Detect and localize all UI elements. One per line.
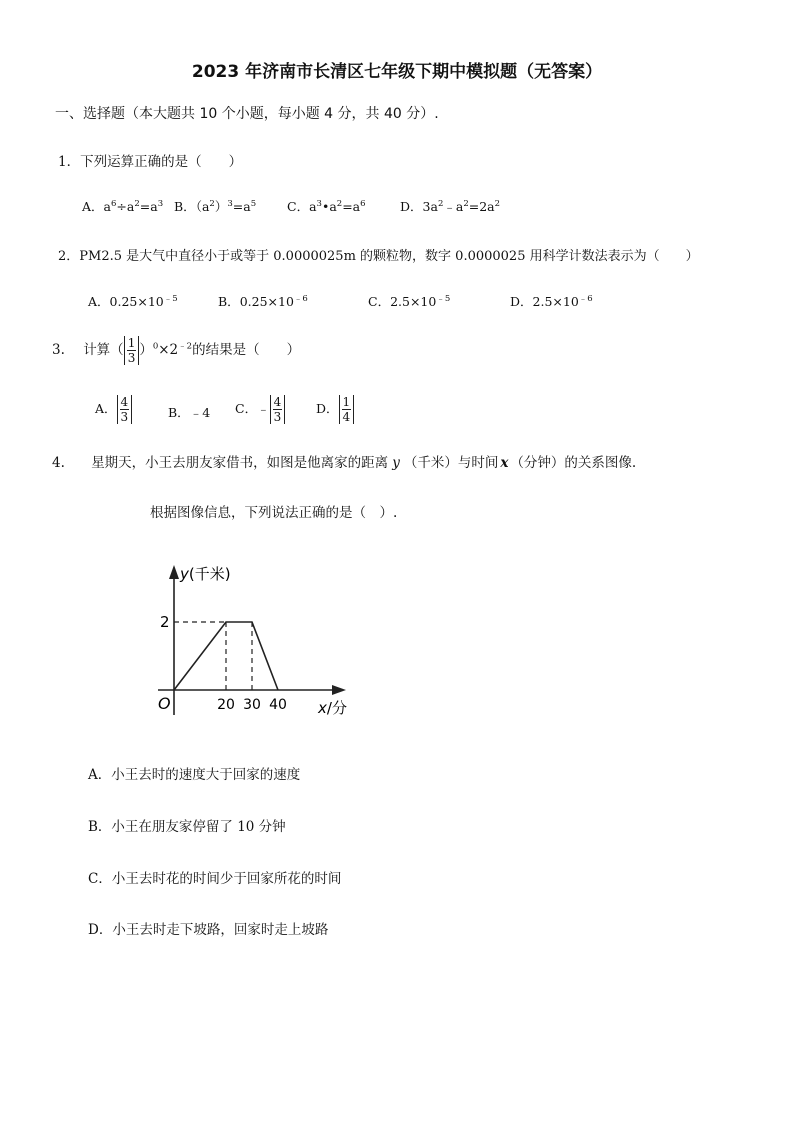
q3-option-a: A． $\frac{4}{3}$: [95, 395, 132, 424]
y-tick-label: 2: [160, 613, 170, 631]
y-axis-arrow: [169, 565, 179, 579]
question-number: 1．: [58, 154, 81, 170]
distance-time-graph: [140, 555, 370, 725]
q2-option-b: B．$0.25\times 10^{﹣6}$: [218, 294, 308, 310]
question-text: PM2.5 是大气中直径小于或等于 0.0000025m 的颗粒物，数字 0.0000025 用科学计数法表示为（ ）: [79, 249, 699, 264]
q1-option-c: C．$a^3•a^2=a^6$: [287, 198, 366, 214]
q2-option-a: A．$0.25\times 10^{﹣5}$: [88, 294, 178, 310]
question-number: 4.: [52, 455, 65, 471]
q3-option-d: D． $\frac{1}{4}$: [316, 395, 354, 424]
question-1-stem: [58, 150, 242, 170]
y-axis-label: y(千米): [180, 565, 231, 583]
q4-option-a: A．小王去时的速度大于回家的速度: [88, 767, 301, 783]
question-3-stem: 3. 计算（ $\frac{1}{3}$ ）$^0\times 2^{﹣2}$的结果是（ ）: [52, 336, 301, 365]
question-number: 3.: [52, 342, 65, 358]
q2-option-c: C．$2.5\times 10^{﹣5}$: [368, 294, 451, 310]
q1-option-b: B．$(a^2)^3=a^5$: [174, 198, 257, 214]
question-2-stem: [58, 245, 699, 264]
question-number: 2．: [58, 249, 80, 264]
page-title: 2023 年济南市长清区七年级下期中模拟题（无答案）: [191, 62, 603, 82]
fraction: $\frac{1}{3}$: [124, 336, 140, 365]
q4-option-c: C．小王去时花的时间少于回家所花的时间: [88, 871, 342, 887]
q4-option-d: D．小王去时走下坡路，回家时走上坡路: [88, 922, 329, 938]
q1-option-a: A．$a^6\div a^2=a^3$: [82, 198, 164, 214]
q2-option-d: D．$2.5\times 10^{﹣6}$: [510, 294, 593, 310]
question-text: 下列运算正确的是（ ）: [80, 154, 243, 170]
x-axis-arrow: [332, 685, 346, 695]
x-tick-label: 40: [269, 697, 287, 713]
q3-option-c: C．﹣ $\frac{4}{3}$: [235, 395, 285, 424]
q1-option-d: D．$3a^2﹣a^2=2a^2$: [400, 198, 501, 214]
x-tick-label: 30: [243, 697, 261, 713]
x-tick-label: 20: [217, 697, 235, 713]
origin-label: O: [158, 694, 171, 713]
question-4-stem: 4. 星期天，小王去朋友家借书，如图是他离家的距离 y （千米）与时间 x （分钟）的关系图像.: [52, 455, 637, 471]
section-heading: 一、选择题（本大题共 10 个小题，每小题 4 分，共 40 分）.: [55, 106, 439, 122]
x-axis-label: x/分: [318, 699, 347, 717]
q4-option-b: B．小王在朋友家停留了 10 分钟: [88, 819, 286, 835]
q3-option-b: B．﹣4: [168, 405, 211, 420]
question-4-prompt: 根据图像信息，下列说法正确的是（ ）.: [150, 505, 398, 521]
